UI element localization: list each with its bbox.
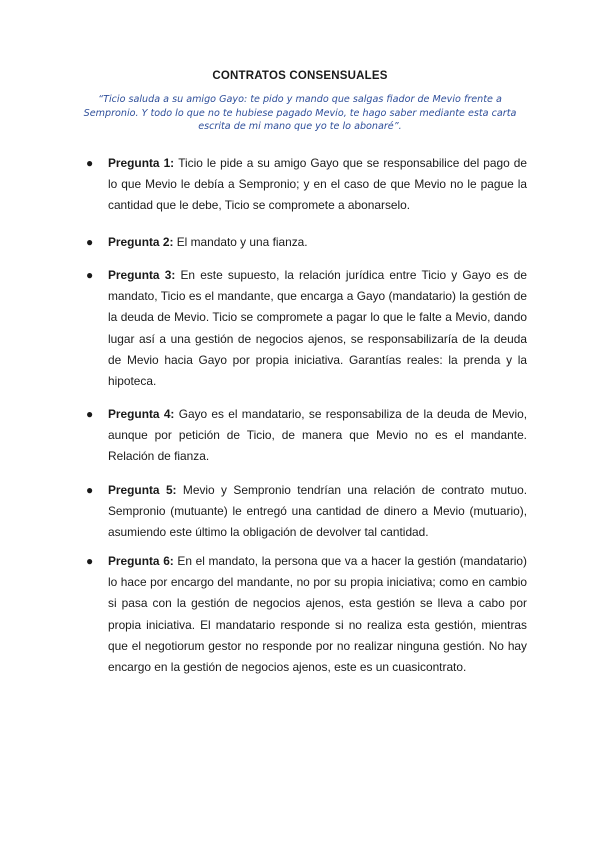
question-label: Pregunta 3: bbox=[108, 268, 181, 282]
question-item-2 bbox=[86, 232, 527, 253]
question-label: Pregunta 6: bbox=[108, 554, 178, 568]
question-item-3 bbox=[86, 265, 527, 392]
bullet-icon: ● bbox=[86, 268, 94, 282]
bullet-icon: ● bbox=[86, 156, 94, 170]
question-answer: El mandato y una fianza. bbox=[176, 235, 308, 249]
question-item-4 bbox=[86, 404, 527, 468]
question-label: Pregunta 5: bbox=[108, 483, 183, 497]
bullet-icon: ● bbox=[86, 407, 94, 421]
question-answer: En este supuesto, la relación jurídica entre Ticio y Gayo es de mandato, Ticio es el mandante, que encarga a Gayo (mandatario) la gestión de la deuda de Mevio. Ticio se compromete a pagar lo que le falte a Mevio, dando lugar así a una gestión de negocios ajenos, se responsabilizaría de la deuda de Mevio hacia Gayo por propia iniciativa. Garantías reales: la prenda y la hipoteca. bbox=[108, 268, 527, 389]
question-answer: Mevio y Sempronio tendrían una relación de contrato mutuo. Sempronio (mutuante) le entregó una cantidad de dinero a Mevio (mutuario), asumiendo este último la obligación de devolver tal cantidad. bbox=[108, 483, 527, 540]
bullet-icon: ● bbox=[86, 235, 94, 249]
question-item-6 bbox=[86, 551, 527, 678]
bullet-icon: ● bbox=[86, 483, 94, 497]
document-title: CONTRATOS CONSENSUALES bbox=[212, 70, 388, 82]
question-answer: En el mandato, la persona que va a hacer la gestión (mandatario) lo hace por encargo del mandante, no por su propia iniciativa; como en cambio si pasa con la gestión de negocios ajenos, esta gestión se lleva a cabo por propia iniciativa. El mandatario responde si no realiza esta gestión, mientras que el negotiorum gestor no responde por no realizar ninguna gestión. No hay encargo en la gestión de negocios ajenos, este es un cuasicontrato. bbox=[108, 554, 527, 675]
question-label: Pregunta 2: bbox=[108, 235, 177, 249]
question-answer: Ticio le pide a su amigo Gayo que se responsabilice del pago de lo que Mevio le debía a Sempronio; y en el caso de que Mevio no le pague la cantidad que le debe, Ticio se compromete a abonarselo. bbox=[108, 156, 527, 213]
bullet-icon: ● bbox=[86, 554, 94, 568]
epigraph-quote: “Ticio saluda a su amigo Gayo: te pido y mando que salgas fiador de Mevio frente a Sempronio. Y todo lo que no te hubiese pagado Mevio, te hago saber mediante esta carta escrita de mi mano que yo te lo abonaré”. bbox=[83, 94, 517, 132]
question-item-1 bbox=[86, 153, 527, 217]
question-item-5 bbox=[86, 480, 527, 544]
question-label: Pregunta 1: bbox=[108, 156, 179, 170]
question-answer: Gayo es el mandatario, se responsabiliza de la deuda de Mevio, aunque por petición de Ticio, de manera que Mevio no es el mandante. Relación de fianza. bbox=[108, 407, 527, 464]
question-label: Pregunta 4: bbox=[108, 407, 179, 421]
